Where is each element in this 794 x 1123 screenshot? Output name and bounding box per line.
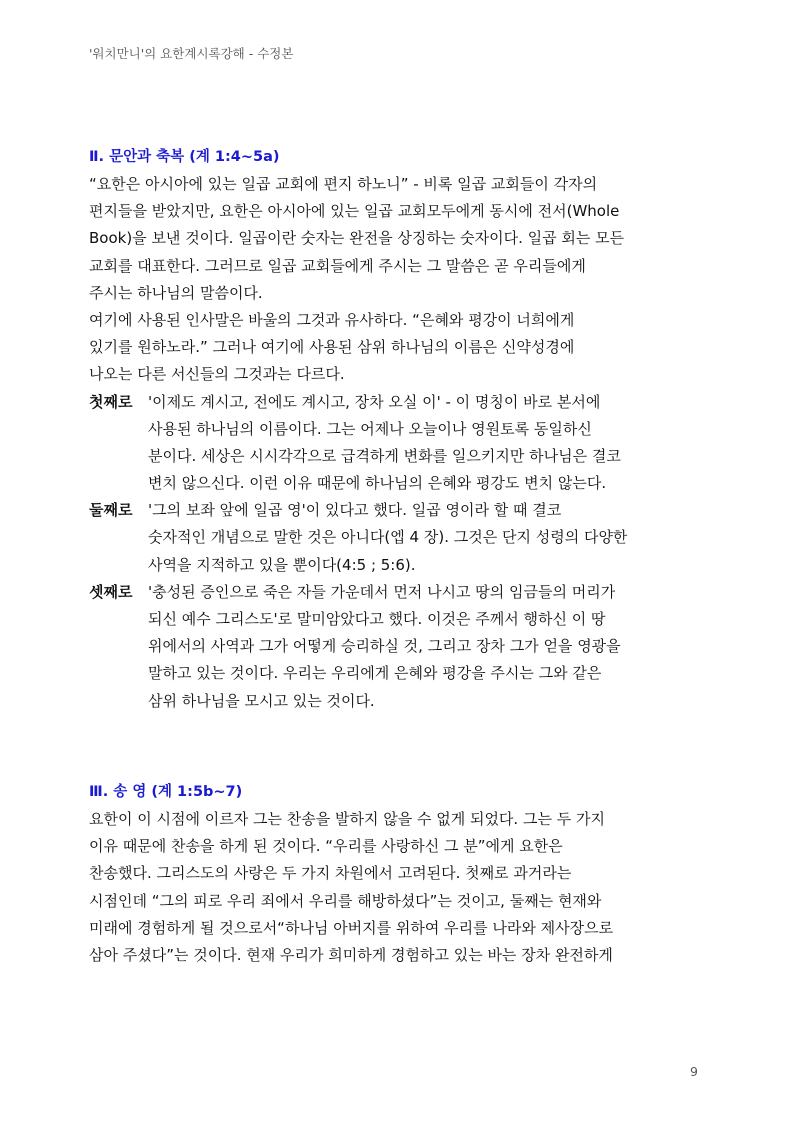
list-item-second bbox=[89, 497, 701, 579]
section-2-paragraph-2 bbox=[89, 307, 701, 389]
text-line: 삼아 주셨다”는 것이다. 현재 우리가 희미하게 경험하고 있는 바는 장차 완전하게 bbox=[89, 945, 613, 964]
section-2-paragraph-1 bbox=[89, 171, 701, 307]
text-line: 편지들을 받았지만, 요한은 아시아에 있는 일곱 교회모두에게 동시에 전서(Whole bbox=[89, 202, 620, 221]
section-2 bbox=[89, 144, 701, 715]
section-2-heading: Ⅱ. 문안과 축복 (계 1:4~5a) bbox=[89, 149, 280, 165]
item-label: 둘째로 bbox=[89, 501, 133, 520]
text-line: '그의 보좌 앞에 일곱 영'이 있다고 했다. 일곱 영이라 할 때 결코 bbox=[148, 501, 562, 520]
text-line: 변치 않으신다. 이런 이유 때문에 하나님의 은혜와 평강도 변치 않는다. bbox=[148, 474, 607, 493]
section-3-heading: Ⅲ. 송 영 (계 1:5b~7) bbox=[89, 784, 243, 800]
list-item-third bbox=[89, 579, 701, 715]
text-line: 미래에 경험하게 될 것으로서“하나님 아버지를 위하여 우리를 나라와 제사장으로 bbox=[89, 918, 614, 937]
text-line: 찬송했다. 그리스도의 사랑은 두 가지 차원에서 고려된다. 첫째로 과거라는 bbox=[89, 864, 572, 883]
text-line: 사역을 지적하고 있을 뿐이다(4:5 ; 5:6). bbox=[148, 555, 416, 574]
text-line: 되신 예수 그리스도'로 말미암았다고 했다. 이것은 주께서 행하신 이 땅 bbox=[148, 610, 606, 628]
section-3 bbox=[89, 779, 701, 969]
text-line: '충성된 증인으로 죽은 자들 가운데서 먼저 나시고 땅의 임금들의 머리가 bbox=[148, 582, 616, 601]
text-line: 요한이 이 시점에 이르자 그는 찬송을 발하지 않을 수 없게 되었다. 그는 두 가지 bbox=[89, 810, 605, 828]
text-line: 교회를 대표한다. 그러므로 일곱 교회들에게 주시는 그 말씀은 곧 우리들에게 bbox=[89, 256, 586, 275]
item-label: 첫째로 bbox=[89, 392, 133, 411]
text-line: 시점인데 “그의 피로 우리 죄에서 우리를 해방하셨다”는 것이고, 둘째는 현재와 bbox=[89, 891, 602, 910]
text-line: 삼위 하나님을 모시고 있는 것이다. bbox=[148, 691, 375, 710]
text-line: “요한은 아시아에 있는 일곱 교회에 편지 하노니” - 비록 일곱 교회들이 각자의 bbox=[89, 175, 598, 193]
item-label: 셋째로 bbox=[89, 582, 133, 601]
text-line: 사용된 하나님의 이름이다. 그는 어제나 오늘이나 영원토록 동일하신 bbox=[148, 419, 592, 438]
list-item-first bbox=[89, 389, 701, 498]
text-line: 이유 때문에 찬송을 하게 된 것이다. “우리를 사랑하신 그 분”에게 요한은 bbox=[89, 837, 563, 856]
text-line: 위에서의 사역과 그가 어떻게 승리하실 것, 그리고 장차 그가 얻을 영광을 bbox=[148, 637, 621, 656]
text-line: 나오는 다른 서신들의 그것과는 다르다. bbox=[89, 365, 345, 384]
text-line: Book)을 보낸 것이다. 일곱이란 숫자는 완전을 상징하는 숫자이다. 일곱 회는 모든 bbox=[89, 229, 625, 248]
running-header: '워치만니'의 요한계시록강해 - 수정본 bbox=[89, 46, 294, 61]
text-line: '이제도 계시고, 전에도 계시고, 장차 오실 이' - 이 명칭이 바로 본서에 bbox=[148, 392, 601, 411]
text-line: 분이다. 세상은 시시각각으로 급격하게 변화를 일으키지만 하나님은 결코 bbox=[148, 446, 621, 465]
text-line: 말하고 있는 것이다. 우리는 우리에게 은혜와 평강을 주시는 그와 같은 bbox=[148, 664, 602, 683]
text-line: 주시는 하나님의 말씀이다. bbox=[89, 283, 263, 302]
page-number: 9 bbox=[690, 1064, 698, 1079]
section-3-paragraph-1 bbox=[89, 806, 701, 969]
text-line: 있기를 원하노라.” 그러나 여기에 사용된 삼위 하나님의 이름은 신약성경에 bbox=[89, 338, 575, 357]
text-line: 숫자적인 개념으로 말한 것은 아니다(엡 4 장). 그것은 단지 성령의 다양한 bbox=[148, 528, 628, 547]
text-line: 여기에 사용된 인사말은 바울의 그것과 유사하다. “은혜와 평강이 너희에게 bbox=[89, 310, 575, 329]
